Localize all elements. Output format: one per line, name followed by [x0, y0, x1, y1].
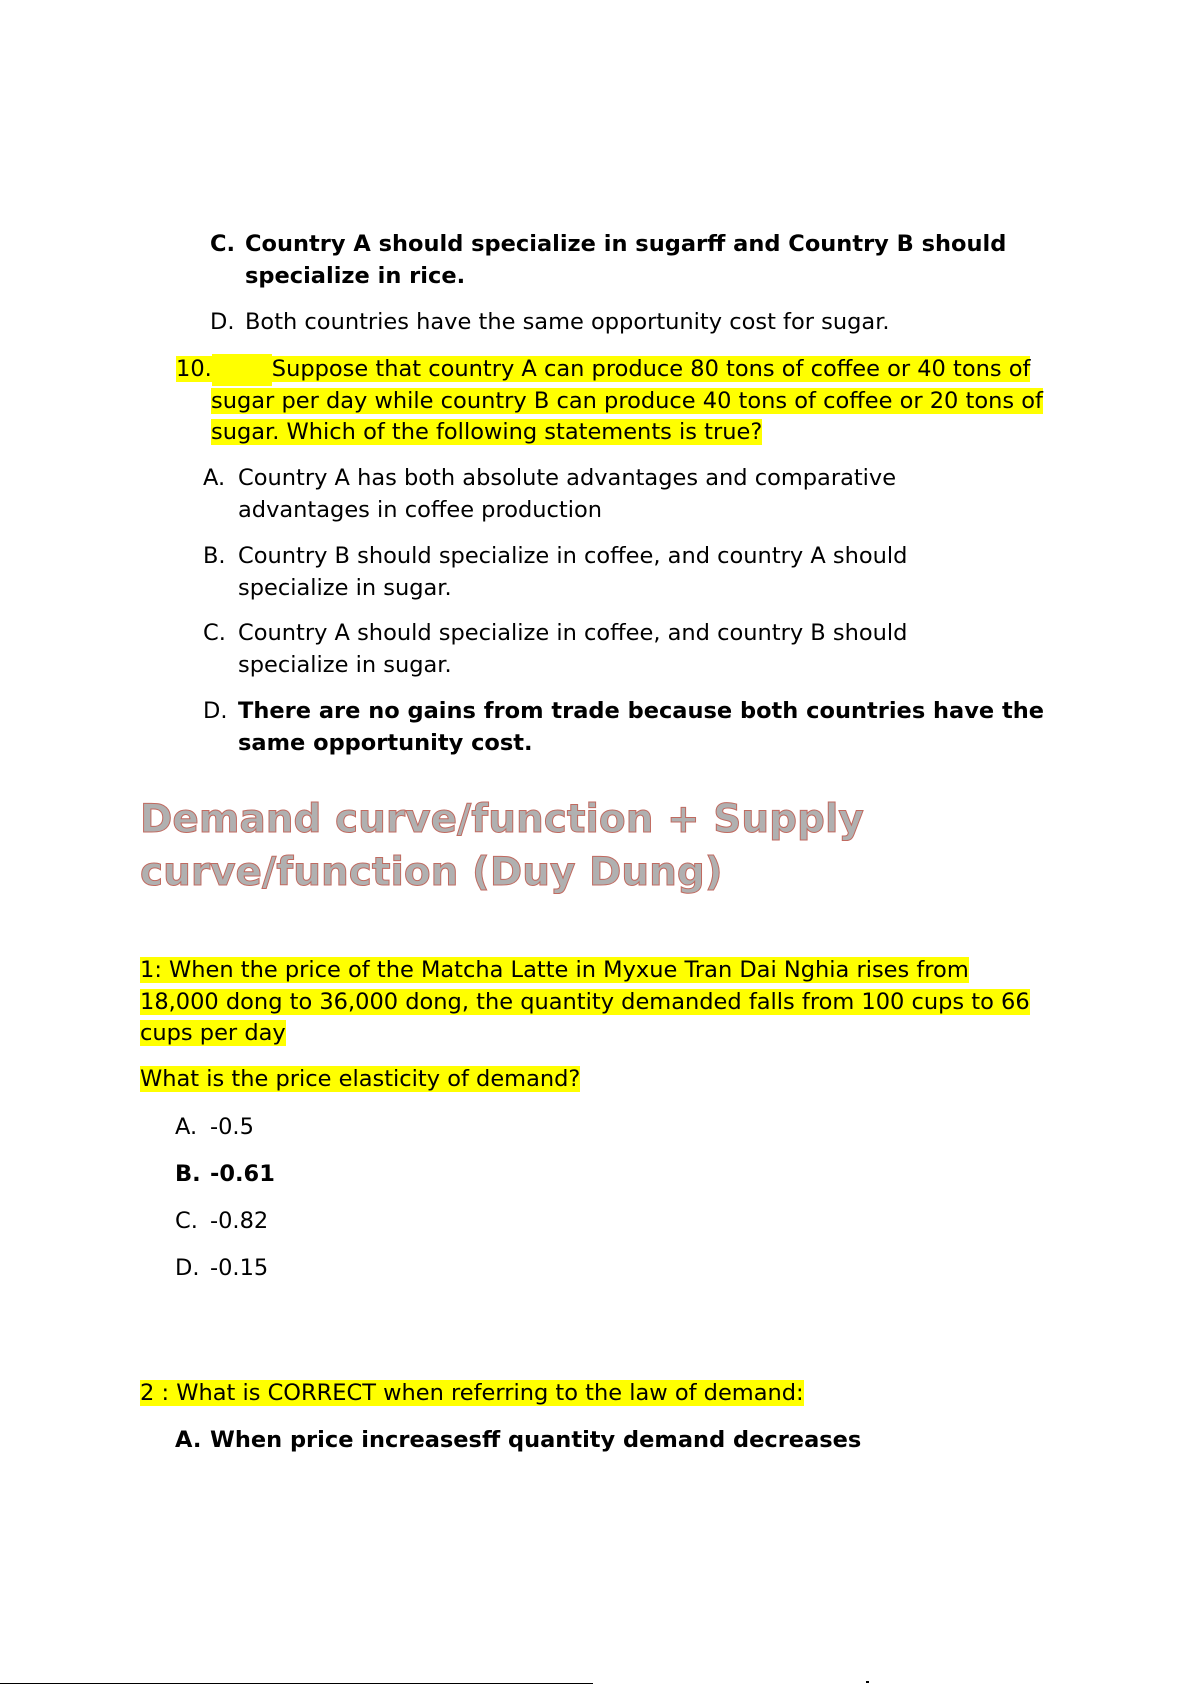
option-d	[175, 1253, 575, 1285]
option-letter: A.	[203, 465, 226, 491]
option-a	[175, 1425, 1075, 1457]
option-c-prev	[210, 229, 1050, 292]
option-text: -0.15	[210, 1255, 269, 1281]
option-letter: A.	[175, 1427, 202, 1453]
option-text: There are no gains from trade because both countries have the same opportunity cost.	[238, 698, 1045, 756]
question-1-prompt	[140, 1064, 1040, 1096]
option-d-prev	[210, 307, 1050, 339]
option-letter: C.	[203, 620, 226, 646]
question-prompt: What is the price elasticity of demand?	[140, 1066, 581, 1092]
question-1	[140, 955, 1040, 1050]
question-text: Suppose that country A can produce 80 tons of coffee or 40 tons of sugar per day while country B can produce 40 tons of coffee or 20 tons of sugar. Which of the following statements is true?	[211, 356, 1043, 445]
footer-mark	[866, 1681, 869, 1683]
section-heading: Demand curve/function + Supply curve/function (Duy Dung)	[140, 797, 864, 895]
option-b	[175, 1159, 575, 1191]
option-text: Both countries have the same opportunity cost for sugar.	[245, 309, 890, 335]
option-letter: A.	[175, 1114, 198, 1140]
option-text: Country A has both absolute advantages and comparative advantages in coffee production	[238, 465, 897, 523]
option-text: -0.61	[210, 1161, 275, 1187]
option-a	[203, 463, 983, 526]
question-text: 1: When the price of the Matcha Latte in Myxue Tran Dai Nghia rises from 18,000 dong to 36,000 dong, the quantity demanded falls from 100 cups to 66 cups per day	[140, 957, 1030, 1046]
option-letter: D.	[203, 698, 228, 724]
option-letter: B.	[203, 543, 226, 569]
option-letter: D.	[175, 1255, 200, 1281]
option-text: Country B should specialize in coffee, and country A should specialize in sugar.	[238, 543, 908, 601]
option-text: -0.5	[210, 1114, 254, 1140]
option-c	[203, 618, 983, 681]
option-letter: D.	[210, 309, 235, 335]
option-d	[203, 696, 1053, 759]
question-2	[140, 1378, 1040, 1410]
option-c	[175, 1206, 575, 1238]
question-10	[176, 354, 1091, 449]
option-b	[203, 541, 983, 604]
question-number: 10.	[176, 356, 212, 382]
option-text: Country A should specialize in coffee, and country B should specialize in sugar.	[238, 620, 908, 678]
footer-divider	[0, 1683, 593, 1684]
option-letter: B.	[175, 1161, 201, 1187]
option-letter: C.	[175, 1208, 198, 1234]
option-letter: C.	[210, 231, 236, 257]
option-text: When price increasesff quantity demand decreases	[210, 1427, 862, 1453]
option-a	[175, 1112, 575, 1144]
question-text: 2 : What is CORRECT when referring to the law of demand:	[140, 1380, 804, 1406]
option-text: Country A should specialize in sugarff and Country B should specialize in rice.	[245, 231, 1007, 289]
option-text: -0.82	[210, 1208, 269, 1234]
